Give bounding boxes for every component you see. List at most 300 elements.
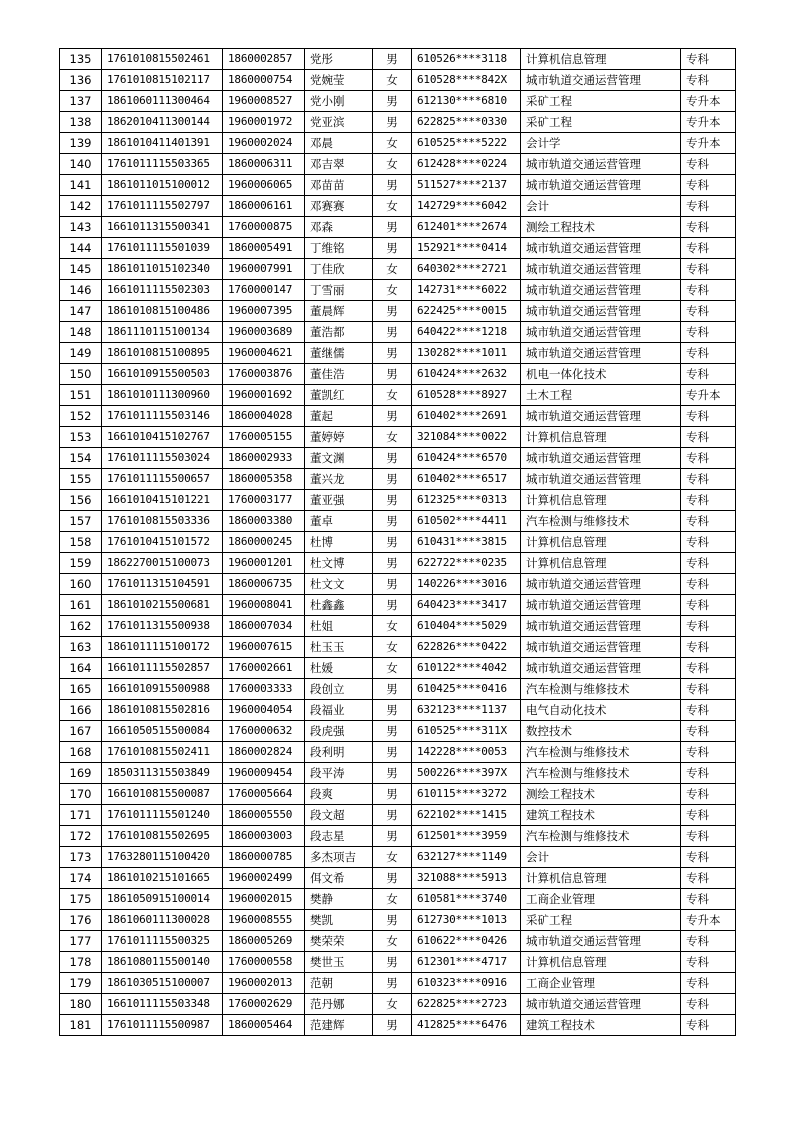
- cell-gender: 男: [373, 805, 412, 826]
- cell-exam-id: 1661011315500341: [102, 217, 223, 238]
- cell-gender: 男: [373, 763, 412, 784]
- cell-major: 汽车检测与维修技术: [521, 742, 681, 763]
- cell-student-id: 1860002857: [223, 49, 305, 70]
- cell-row-number: 146: [60, 280, 102, 301]
- cell-exam-id: 1661010815500087: [102, 784, 223, 805]
- cell-major: 建筑工程技术: [521, 805, 681, 826]
- cell-id-number: 622825****0330: [412, 112, 521, 133]
- cell-gender: 女: [373, 196, 412, 217]
- cell-major: 城市轨道交通运营管理: [521, 343, 681, 364]
- cell-row-number: 169: [60, 763, 102, 784]
- cell-major: 测绘工程技术: [521, 784, 681, 805]
- cell-row-number: 155: [60, 469, 102, 490]
- cell-id-number: 632127****1149: [412, 847, 521, 868]
- cell-name: 段福业: [305, 700, 373, 721]
- cell-level: 专科: [681, 511, 736, 532]
- cell-exam-id: 1761010815502411: [102, 742, 223, 763]
- cell-name: 董兴龙: [305, 469, 373, 490]
- cell-student-id: 1760002661: [223, 658, 305, 679]
- cell-name: 董婷婷: [305, 427, 373, 448]
- cell-gender: 男: [373, 301, 412, 322]
- cell-name: 丁维铭: [305, 238, 373, 259]
- cell-id-number: 612501****3959: [412, 826, 521, 847]
- cell-row-number: 140: [60, 154, 102, 175]
- cell-id-number: 610431****3815: [412, 532, 521, 553]
- cell-name: 佴文希: [305, 868, 373, 889]
- cell-id-number: 140226****3016: [412, 574, 521, 595]
- cell-row-number: 172: [60, 826, 102, 847]
- cell-gender: 女: [373, 385, 412, 406]
- cell-id-number: 152921****0414: [412, 238, 521, 259]
- cell-level: 专科: [681, 259, 736, 280]
- cell-row-number: 138: [60, 112, 102, 133]
- cell-id-number: 610502****4411: [412, 511, 521, 532]
- table-body: [60, 49, 736, 1036]
- cell-level: 专科: [681, 742, 736, 763]
- cell-student-id: 1760005155: [223, 427, 305, 448]
- cell-level: 专科: [681, 322, 736, 343]
- cell-level: 专科: [681, 595, 736, 616]
- cell-level: 专科: [681, 973, 736, 994]
- cell-exam-id: 1861010111300960: [102, 385, 223, 406]
- table-row: [60, 637, 736, 658]
- cell-exam-id: 1661011115503348: [102, 994, 223, 1015]
- cell-name: 董佳浩: [305, 364, 373, 385]
- cell-level: 专科: [681, 616, 736, 637]
- cell-student-id: 1860005491: [223, 238, 305, 259]
- cell-major: 城市轨道交通运营管理: [521, 994, 681, 1015]
- cell-id-number: 142731****6022: [412, 280, 521, 301]
- cell-student-id: 1860005550: [223, 805, 305, 826]
- cell-level: 专科: [681, 952, 736, 973]
- cell-name: 多杰项吉: [305, 847, 373, 868]
- cell-gender: 男: [373, 574, 412, 595]
- cell-level: 专科: [681, 532, 736, 553]
- cell-id-number: 610424****6570: [412, 448, 521, 469]
- cell-row-number: 164: [60, 658, 102, 679]
- cell-level: 专科: [681, 196, 736, 217]
- table-row: [60, 469, 736, 490]
- table-row: [60, 784, 736, 805]
- cell-student-id: 1960007991: [223, 259, 305, 280]
- cell-level: 专科: [681, 868, 736, 889]
- table-row: [60, 49, 736, 70]
- cell-row-number: 174: [60, 868, 102, 889]
- table-row: [60, 322, 736, 343]
- cell-gender: 女: [373, 427, 412, 448]
- cell-name: 董继儒: [305, 343, 373, 364]
- cell-id-number: 610402****2691: [412, 406, 521, 427]
- cell-name: 董凯红: [305, 385, 373, 406]
- table-row: [60, 364, 736, 385]
- cell-major: 汽车检测与维修技术: [521, 763, 681, 784]
- table-row: [60, 427, 736, 448]
- cell-row-number: 161: [60, 595, 102, 616]
- cell-id-number: 412825****6476: [412, 1015, 521, 1036]
- table-row: [60, 343, 736, 364]
- cell-exam-id: 1761011315104591: [102, 574, 223, 595]
- cell-name: 杜媛: [305, 658, 373, 679]
- cell-exam-id: 1761010815503336: [102, 511, 223, 532]
- cell-level: 专科: [681, 763, 736, 784]
- table-row: [60, 973, 736, 994]
- cell-gender: 男: [373, 532, 412, 553]
- cell-row-number: 178: [60, 952, 102, 973]
- cell-exam-id: 1761011115501039: [102, 238, 223, 259]
- table-row: [60, 931, 736, 952]
- cell-gender: 男: [373, 175, 412, 196]
- cell-row-number: 159: [60, 553, 102, 574]
- cell-gender: 男: [373, 910, 412, 931]
- cell-major: 城市轨道交通运营管理: [521, 280, 681, 301]
- cell-student-id: 1960002499: [223, 868, 305, 889]
- cell-exam-id: 1861110115100134: [102, 322, 223, 343]
- cell-id-number: 610404****5029: [412, 616, 521, 637]
- cell-gender: 男: [373, 868, 412, 889]
- cell-row-number: 173: [60, 847, 102, 868]
- cell-major: 汽车检测与维修技术: [521, 679, 681, 700]
- cell-row-number: 156: [60, 490, 102, 511]
- table-row: [60, 238, 736, 259]
- cell-level: 专升本: [681, 385, 736, 406]
- table-row: [60, 217, 736, 238]
- cell-major: 城市轨道交通运营管理: [521, 259, 681, 280]
- cell-exam-id: 1761011115500657: [102, 469, 223, 490]
- cell-id-number: 610424****2632: [412, 364, 521, 385]
- cell-level: 专科: [681, 1015, 736, 1036]
- cell-exam-id: 1661010915500988: [102, 679, 223, 700]
- cell-row-number: 151: [60, 385, 102, 406]
- cell-exam-id: 1862010411300144: [102, 112, 223, 133]
- cell-student-id: 1860002824: [223, 742, 305, 763]
- table-row: [60, 889, 736, 910]
- cell-id-number: 612401****2674: [412, 217, 521, 238]
- cell-level: 专升本: [681, 910, 736, 931]
- cell-major: 城市轨道交通运营管理: [521, 322, 681, 343]
- cell-gender: 男: [373, 112, 412, 133]
- table-row: [60, 532, 736, 553]
- table-row: [60, 70, 736, 91]
- cell-level: 专科: [681, 553, 736, 574]
- cell-student-id: 1960007615: [223, 637, 305, 658]
- cell-name: 邓晨: [305, 133, 373, 154]
- cell-exam-id: 1861011115100172: [102, 637, 223, 658]
- cell-id-number: 612325****0313: [412, 490, 521, 511]
- cell-name: 杜文文: [305, 574, 373, 595]
- cell-id-number: 622722****0235: [412, 553, 521, 574]
- cell-student-id: 1960001692: [223, 385, 305, 406]
- table-row: [60, 847, 736, 868]
- table-row: [60, 112, 736, 133]
- cell-gender: 女: [373, 889, 412, 910]
- cell-row-number: 144: [60, 238, 102, 259]
- cell-student-id: 1760002629: [223, 994, 305, 1015]
- cell-major: 计算机信息管理: [521, 868, 681, 889]
- cell-id-number: 622826****0422: [412, 637, 521, 658]
- cell-id-number: 130282****1011: [412, 343, 521, 364]
- cell-gender: 男: [373, 448, 412, 469]
- cell-major: 计算机信息管理: [521, 532, 681, 553]
- cell-name: 董文渊: [305, 448, 373, 469]
- cell-student-id: 1860000754: [223, 70, 305, 91]
- cell-name: 樊荣荣: [305, 931, 373, 952]
- cell-major: 汽车检测与维修技术: [521, 826, 681, 847]
- cell-name: 樊世玉: [305, 952, 373, 973]
- table-row: [60, 679, 736, 700]
- cell-name: 段文超: [305, 805, 373, 826]
- cell-name: 董卓: [305, 511, 373, 532]
- cell-major: 工商企业管理: [521, 889, 681, 910]
- cell-row-number: 180: [60, 994, 102, 1015]
- cell-row-number: 147: [60, 301, 102, 322]
- table-row: [60, 154, 736, 175]
- cell-exam-id: 1862270015100073: [102, 553, 223, 574]
- cell-major: 计算机信息管理: [521, 553, 681, 574]
- cell-exam-id: 1761011115500987: [102, 1015, 223, 1036]
- cell-row-number: 179: [60, 973, 102, 994]
- cell-gender: 男: [373, 238, 412, 259]
- cell-level: 专升本: [681, 112, 736, 133]
- cell-exam-id: 1861010215500681: [102, 595, 223, 616]
- cell-level: 专科: [681, 574, 736, 595]
- cell-student-id: 1860003003: [223, 826, 305, 847]
- cell-student-id: 1960009454: [223, 763, 305, 784]
- cell-name: 邓赛赛: [305, 196, 373, 217]
- cell-row-number: 152: [60, 406, 102, 427]
- cell-exam-id: 1861010215101665: [102, 868, 223, 889]
- cell-id-number: 610526****3118: [412, 49, 521, 70]
- cell-level: 专科: [681, 364, 736, 385]
- cell-level: 专科: [681, 826, 736, 847]
- cell-student-id: 1760003876: [223, 364, 305, 385]
- cell-major: 会计: [521, 847, 681, 868]
- cell-student-id: 1960002024: [223, 133, 305, 154]
- cell-major: 城市轨道交通运营管理: [521, 406, 681, 427]
- cell-exam-id: 1661010915500503: [102, 364, 223, 385]
- cell-row-number: 154: [60, 448, 102, 469]
- cell-major: 城市轨道交通运营管理: [521, 448, 681, 469]
- table-row: [60, 91, 736, 112]
- cell-row-number: 145: [60, 259, 102, 280]
- cell-exam-id: 1761010815102117: [102, 70, 223, 91]
- cell-major: 城市轨道交通运营管理: [521, 70, 681, 91]
- cell-major: 城市轨道交通运营管理: [521, 238, 681, 259]
- cell-gender: 女: [373, 658, 412, 679]
- cell-row-number: 153: [60, 427, 102, 448]
- cell-name: 邓吉翠: [305, 154, 373, 175]
- table-row: [60, 133, 736, 154]
- cell-major: 数控技术: [521, 721, 681, 742]
- cell-gender: 女: [373, 847, 412, 868]
- cell-id-number: 610528****842X: [412, 70, 521, 91]
- cell-student-id: 1860005269: [223, 931, 305, 952]
- cell-level: 专科: [681, 469, 736, 490]
- cell-exam-id: 1761011315500938: [102, 616, 223, 637]
- cell-name: 樊凯: [305, 910, 373, 931]
- cell-major: 采矿工程: [521, 910, 681, 931]
- cell-name: 樊静: [305, 889, 373, 910]
- cell-student-id: 1960002013: [223, 973, 305, 994]
- cell-gender: 男: [373, 406, 412, 427]
- cell-student-id: 1860000245: [223, 532, 305, 553]
- cell-gender: 男: [373, 511, 412, 532]
- cell-row-number: 167: [60, 721, 102, 742]
- cell-row-number: 143: [60, 217, 102, 238]
- cell-gender: 女: [373, 637, 412, 658]
- cell-id-number: 612130****6810: [412, 91, 521, 112]
- cell-row-number: 158: [60, 532, 102, 553]
- cell-id-number: 640422****1218: [412, 322, 521, 343]
- cell-gender: 男: [373, 595, 412, 616]
- cell-exam-id: 1761011115503365: [102, 154, 223, 175]
- table-row: [60, 763, 736, 784]
- cell-name: 范建辉: [305, 1015, 373, 1036]
- table-row: [60, 721, 736, 742]
- cell-name: 党彤: [305, 49, 373, 70]
- cell-gender: 男: [373, 490, 412, 511]
- cell-id-number: 142729****6042: [412, 196, 521, 217]
- cell-level: 专科: [681, 448, 736, 469]
- cell-major: 城市轨道交通运营管理: [521, 595, 681, 616]
- cell-student-id: 1860005358: [223, 469, 305, 490]
- cell-major: 城市轨道交通运营管理: [521, 658, 681, 679]
- cell-id-number: 321084****0022: [412, 427, 521, 448]
- cell-major: 会计学: [521, 133, 681, 154]
- cell-level: 专科: [681, 679, 736, 700]
- cell-gender: 男: [373, 364, 412, 385]
- cell-student-id: 1760003333: [223, 679, 305, 700]
- cell-level: 专科: [681, 154, 736, 175]
- cell-name: 段爽: [305, 784, 373, 805]
- cell-level: 专科: [681, 784, 736, 805]
- cell-row-number: 142: [60, 196, 102, 217]
- cell-student-id: 1860006735: [223, 574, 305, 595]
- cell-gender: 男: [373, 343, 412, 364]
- cell-exam-id: 1861080115500140: [102, 952, 223, 973]
- cell-exam-id: 1861011015102340: [102, 259, 223, 280]
- cell-name: 段虎强: [305, 721, 373, 742]
- cell-id-number: 142228****0053: [412, 742, 521, 763]
- cell-exam-id: 1861010815100486: [102, 301, 223, 322]
- cell-id-number: 640302****2721: [412, 259, 521, 280]
- cell-row-number: 175: [60, 889, 102, 910]
- cell-id-number: 610425****0416: [412, 679, 521, 700]
- cell-row-number: 136: [60, 70, 102, 91]
- cell-major: 采矿工程: [521, 112, 681, 133]
- table-row: [60, 994, 736, 1015]
- cell-name: 杜博: [305, 532, 373, 553]
- cell-student-id: 1960007395: [223, 301, 305, 322]
- cell-student-id: 1860000785: [223, 847, 305, 868]
- cell-row-number: 176: [60, 910, 102, 931]
- cell-student-id: 1860002933: [223, 448, 305, 469]
- cell-row-number: 170: [60, 784, 102, 805]
- cell-gender: 男: [373, 742, 412, 763]
- cell-gender: 女: [373, 616, 412, 637]
- cell-major: 会计: [521, 196, 681, 217]
- cell-row-number: 137: [60, 91, 102, 112]
- cell-name: 邓森: [305, 217, 373, 238]
- cell-level: 专科: [681, 70, 736, 91]
- cell-level: 专科: [681, 700, 736, 721]
- cell-name: 党小刚: [305, 91, 373, 112]
- cell-level: 专科: [681, 490, 736, 511]
- cell-name: 董浩都: [305, 322, 373, 343]
- cell-gender: 男: [373, 721, 412, 742]
- cell-row-number: 139: [60, 133, 102, 154]
- cell-major: 城市轨道交通运营管理: [521, 301, 681, 322]
- cell-student-id: 1860004028: [223, 406, 305, 427]
- cell-student-id: 1960004621: [223, 343, 305, 364]
- cell-name: 段利明: [305, 742, 373, 763]
- table-row: [60, 1015, 736, 1036]
- cell-level: 专科: [681, 847, 736, 868]
- cell-id-number: 610525****311X: [412, 721, 521, 742]
- table-row: [60, 196, 736, 217]
- cell-id-number: 610581****3740: [412, 889, 521, 910]
- cell-major: 城市轨道交通运营管理: [521, 574, 681, 595]
- cell-major: 测绘工程技术: [521, 217, 681, 238]
- table-row: [60, 700, 736, 721]
- cell-gender: 女: [373, 70, 412, 91]
- student-roster-table: [59, 48, 736, 1036]
- cell-id-number: 622825****2723: [412, 994, 521, 1015]
- cell-student-id: 1960008527: [223, 91, 305, 112]
- table-row: [60, 406, 736, 427]
- cell-exam-id: 1661010415101221: [102, 490, 223, 511]
- cell-row-number: 141: [60, 175, 102, 196]
- cell-row-number: 160: [60, 574, 102, 595]
- cell-gender: 男: [373, 322, 412, 343]
- cell-major: 采矿工程: [521, 91, 681, 112]
- cell-exam-id: 1861050915100014: [102, 889, 223, 910]
- cell-major: 计算机信息管理: [521, 49, 681, 70]
- cell-major: 城市轨道交通运营管理: [521, 469, 681, 490]
- cell-id-number: 622425****0015: [412, 301, 521, 322]
- cell-gender: 女: [373, 931, 412, 952]
- cell-level: 专科: [681, 175, 736, 196]
- cell-major: 城市轨道交通运营管理: [521, 175, 681, 196]
- cell-major: 计算机信息管理: [521, 490, 681, 511]
- cell-name: 段平涛: [305, 763, 373, 784]
- cell-gender: 男: [373, 973, 412, 994]
- cell-name: 段志星: [305, 826, 373, 847]
- cell-level: 专科: [681, 238, 736, 259]
- cell-row-number: 149: [60, 343, 102, 364]
- cell-student-id: 1760005664: [223, 784, 305, 805]
- cell-name: 董亚强: [305, 490, 373, 511]
- cell-name: 杜鑫鑫: [305, 595, 373, 616]
- table-row: [60, 868, 736, 889]
- cell-student-id: 1860007034: [223, 616, 305, 637]
- cell-id-number: 640423****3417: [412, 595, 521, 616]
- cell-name: 党亚滨: [305, 112, 373, 133]
- cell-id-number: 610115****3272: [412, 784, 521, 805]
- cell-major: 城市轨道交通运营管理: [521, 637, 681, 658]
- cell-row-number: 148: [60, 322, 102, 343]
- cell-id-number: 610122****4042: [412, 658, 521, 679]
- cell-gender: 女: [373, 280, 412, 301]
- cell-level: 专科: [681, 805, 736, 826]
- cell-name: 董起: [305, 406, 373, 427]
- cell-student-id: 1860003380: [223, 511, 305, 532]
- cell-major: 土木工程: [521, 385, 681, 406]
- document-table-container: [59, 48, 736, 1036]
- cell-id-number: 610323****0916: [412, 973, 521, 994]
- cell-gender: 女: [373, 133, 412, 154]
- cell-student-id: 1960001972: [223, 112, 305, 133]
- cell-row-number: 171: [60, 805, 102, 826]
